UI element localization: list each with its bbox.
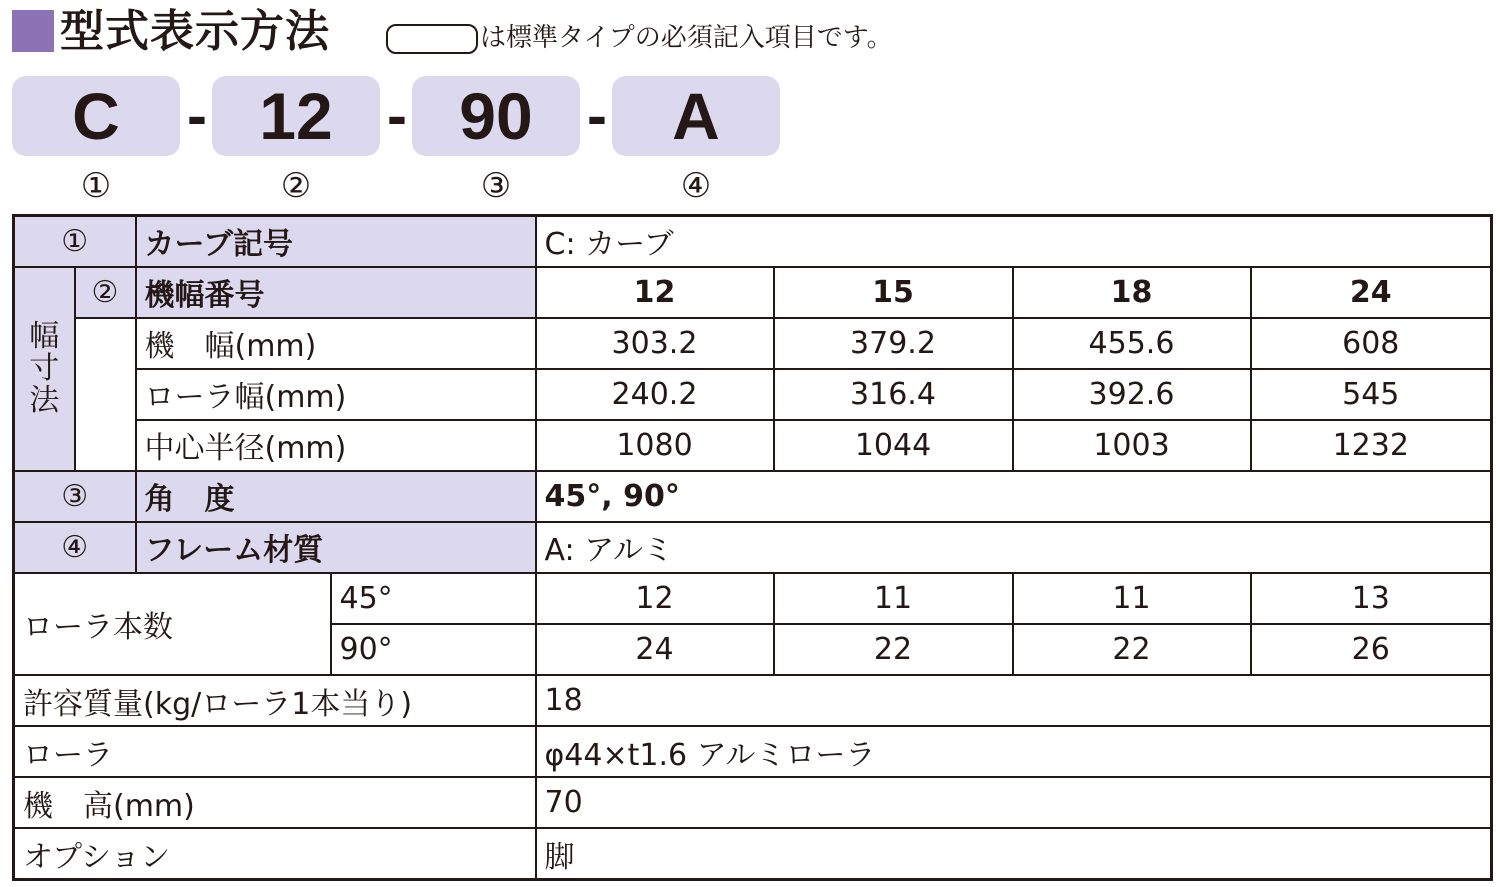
cell-value: 24 bbox=[1251, 267, 1492, 318]
table-row bbox=[14, 420, 1492, 471]
table-row bbox=[14, 267, 1492, 318]
row-value: 45°, 90° bbox=[536, 471, 1492, 522]
cell-value: 12 bbox=[536, 267, 774, 318]
spec-table bbox=[12, 214, 1493, 881]
cell-value: 1044 bbox=[774, 420, 1013, 471]
row-label: カーブ記号 bbox=[136, 216, 536, 267]
cell-value: 22 bbox=[774, 624, 1013, 675]
cell-value: 455.6 bbox=[1013, 318, 1251, 369]
row-number: ① bbox=[14, 216, 136, 267]
cell-value: 392.6 bbox=[1013, 369, 1251, 420]
cell-value: 545 bbox=[1251, 369, 1492, 420]
row-value: C: カーブ bbox=[536, 216, 1492, 267]
cell-value: 11 bbox=[774, 573, 1013, 624]
width-group-char: 法 bbox=[29, 382, 60, 418]
row-number: ③ bbox=[14, 471, 136, 522]
table-row bbox=[14, 318, 1492, 369]
table-row bbox=[14, 216, 1492, 267]
row-label: フレーム材質 bbox=[136, 522, 536, 573]
page-title: 型式表示方法 bbox=[60, 6, 330, 57]
row-value: 脚 bbox=[536, 828, 1492, 879]
row-value: A: アルミ bbox=[536, 522, 1492, 573]
row-label: ローラ幅(mm) bbox=[136, 369, 536, 420]
code-separator: - bbox=[187, 82, 207, 149]
cell-value: 13 bbox=[1251, 573, 1492, 624]
cell-value: 24 bbox=[536, 624, 774, 675]
row-value: φ44×t1.6 アルミローラ bbox=[536, 726, 1492, 777]
code-separator: - bbox=[387, 82, 407, 149]
legend-swatch bbox=[386, 24, 478, 54]
code-number-2: ② bbox=[280, 166, 312, 206]
row-sublabel: 90° bbox=[331, 624, 536, 675]
table-row bbox=[14, 777, 1492, 828]
row-label: 中心半径(mm) bbox=[136, 420, 536, 471]
cell-value: 12 bbox=[536, 573, 774, 624]
code-part-angle: 90 bbox=[412, 76, 580, 156]
row-label: 許容質量(kg/ローラ1本当り) bbox=[14, 675, 536, 726]
code-part-curve: C bbox=[12, 76, 180, 156]
table-row bbox=[14, 369, 1492, 420]
row-label: ローラ本数 bbox=[14, 573, 331, 675]
row-label: 角 度 bbox=[136, 471, 536, 522]
table-row bbox=[14, 522, 1492, 573]
row-label: ローラ bbox=[14, 726, 536, 777]
width-group-char: 幅 bbox=[29, 318, 60, 354]
row-number: ④ bbox=[14, 522, 136, 573]
row-sublabel: 45° bbox=[331, 573, 536, 624]
row-value: 18 bbox=[536, 675, 1492, 726]
row-label: オプション bbox=[14, 828, 536, 879]
cell-value: 26 bbox=[1251, 624, 1492, 675]
legend-text: は標準タイプの必須記入項目です。 bbox=[480, 23, 893, 53]
cell-value: 11 bbox=[1013, 573, 1251, 624]
table-row bbox=[14, 726, 1492, 777]
cell-value: 1003 bbox=[1013, 420, 1251, 471]
code-number-1: ① bbox=[80, 166, 112, 206]
cell-value: 379.2 bbox=[774, 318, 1013, 369]
table-row bbox=[14, 471, 1492, 522]
table-row bbox=[14, 828, 1492, 879]
row-value: 70 bbox=[536, 777, 1492, 828]
code-number-4: ④ bbox=[680, 166, 712, 206]
cell-value: 22 bbox=[1013, 624, 1251, 675]
table-row bbox=[14, 675, 1492, 726]
cell-value: 608 bbox=[1251, 318, 1492, 369]
cell-value: 1080 bbox=[536, 420, 774, 471]
code-part-material: A bbox=[612, 76, 780, 156]
cell-value: 15 bbox=[774, 267, 1013, 318]
blank-cell bbox=[75, 318, 136, 471]
width-group-label bbox=[14, 267, 75, 471]
row-label: 機 高(mm) bbox=[14, 777, 536, 828]
table-row bbox=[14, 573, 1492, 624]
cell-value: 303.2 bbox=[536, 318, 774, 369]
code-part-width: 12 bbox=[212, 76, 380, 156]
title-marker bbox=[12, 10, 54, 52]
code-separator: - bbox=[587, 82, 607, 149]
code-number-3: ③ bbox=[480, 166, 512, 206]
width-group-char: 寸 bbox=[29, 350, 60, 386]
row-label: 機幅番号 bbox=[136, 267, 536, 318]
cell-value: 316.4 bbox=[774, 369, 1013, 420]
cell-value: 1232 bbox=[1251, 420, 1492, 471]
cell-value: 240.2 bbox=[536, 369, 774, 420]
cell-value: 18 bbox=[1013, 267, 1251, 318]
row-number: ② bbox=[75, 267, 136, 318]
row-label: 機 幅(mm) bbox=[136, 318, 536, 369]
